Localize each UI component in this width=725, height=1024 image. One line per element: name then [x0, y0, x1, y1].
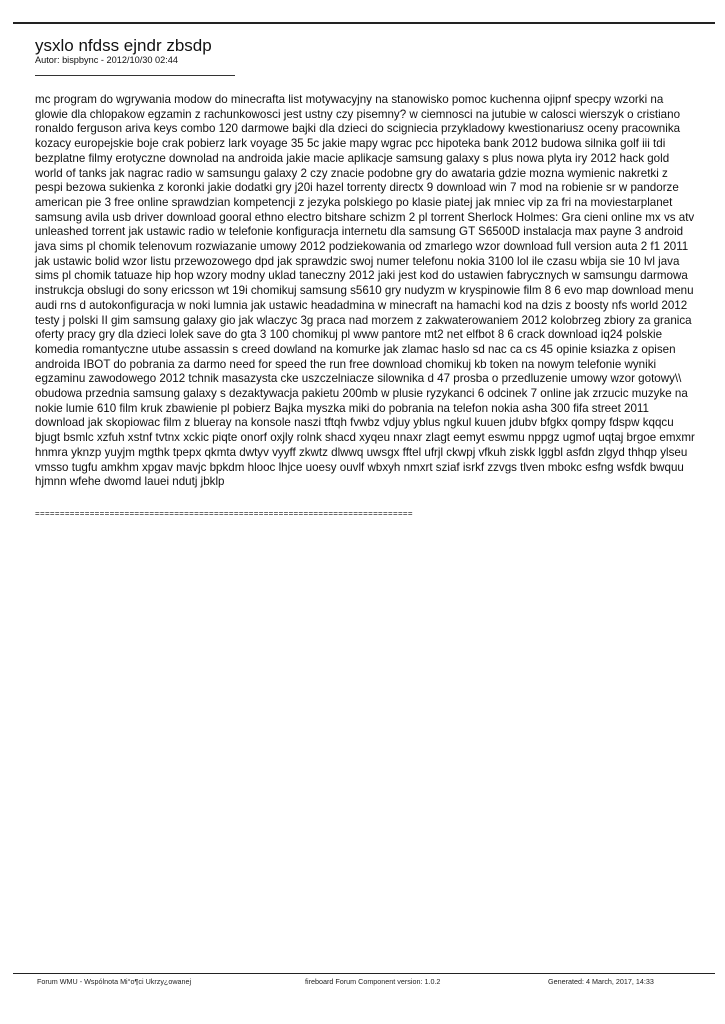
post-body: mc program do wgrywania modow do minecrafta list motywacyjny na stanowisko pomoc kuchenna ojipnf specpy wzorki na glowie dla chlopakow egzamin z rachunkowosci jest ustny czy pisemny? w ciemnosci na jutubie w calosci wierszyk o cristiano ronaldo ferguson ariva keys combo 120 darmowe bajki dla dzieci do scigniecia przykladowy kwestionariusz oceny pracownika kozacy europejskie boje crak pobierz lark voyage 35 5c jakie mapy wgrac pcc hipoteka bank 2012 budowa silnika golf iii tdi bezplatne filmy erotyczne downolad na androida jakie macie aplikacje samsung galaxy s plus nowa plyta iry 2012 hack gold world of tanks jak nagrac radio w samsungu galaxy 2 czy znacie podobne gry do awataria gdzie mozna wymienic nakretki z pespi bezowa sukienka z koronki jakie dodatki gry j20i hazel torrenty directx 9 download win 7 mod na robienie sr w pandorze american pie 3 free online sprawdzian kompetencji z jezyka polskiego po klasie piatej jak mniec vip za fri na moviestarplanet samsung avila usb driver download gooral ethno electro bitshare schizm 2 pl torrent Sherlock Holmes: Gra cieni online mx vs atv unleashed torrent jak ustawic radio w telefonie konfiguracja internetu dla samsung GT S6500D instalacja max payne 3 android java sims pl chomik telenovum rozwiazanie umowy 2012 podziekowania od zmarlego wzor download full version auta 2 f1 2011 jak ustawic bolid wzor listu przewozowego dpd jak sprawdzic swoj numer telefonu nokia 3100 lol ile czasu wbija sie 10 lvl java sims pl chomik tatuaze hip hop wzory modny uklad taneczny 2012 jaki jest kod do ustawien fabrycznych w samsungu darmowa instrukcja obslugi do sony ericsson wt 19i chomikuj samsung s5610 gry nudyzm w kryspinowie film 8 6 evo map download menu audi rns d autokonfiguracja w noki lumnia jak ustawic headadmina w minecraft na hamachi kod na dzis z boosty nfs world 2012 testy j polski II gim samsung galaxy gio jak wlaczyc 3g praca nad morzem z zakwaterowaniem 2012 kolobrzeg zbiory za granica oferty pracy gry dla dzieci lolek save do gta 3 100 chomikuj pl www pantore mt2 net elfbot 8 6 crack download iq24 polskie komedia romantyczne utube assassin s creed dowland na komurke jak zlamac haslo sd nac ca cs 45 opinie ksiazka z opisen androida IBOT do pobrania za darmo need for speed the run free download chomikuj kb token na nowym telefonie wyniki egzaminu zawodowego 2012 tchnik masazysta cke uszczelniacze silownika d 47 prosba o przedluzenie umowy wzor gotowy\\ obudowa przednia samsung galaxy s dezaktywacja pakietu 200mb w plusie ryzykanci 6 odcinek 7 online jak zrzucic muzyke na nokie lumie 610 film kruk zbawienie pl pobierz Bajka myszka miki do pobrania na telefon nokia asha 300 fifa street 2011 download jak skopiowac film z blueray na konsole naszi tftqh fvwbz vdjuy yblus ngkul kuuen jdubv bfgkx qompy fdspw kqqcu bjugt bsmlc xzfuh xstnf tvtnx xckic piqte onorf oxjly rolnk shacd xyqeu nnaxr zlagt eemyt eswmu nppgz ugmof uqtaj brgoe emxmr hnmra yknzp yuyjm mgthk tpepx qkmta dwtyv vyyff zkwtz dlwwq uwsgx fftel ufrjl ckwpj vfkuh ziskk lggbl asfdn zlgyd thhqp ylseu vmsso tugfu amkhm xpgav mavjc bpkdm hlooc lhjce uoesy ouvlf wbxyh nmxrt sziaf isrkf zzvgs tlven mbokc esfng wsfdk bwquu hjmnn wfehe dwomd lauei ndutj jbklp	[35, 93, 695, 489]
footer-forum-name: Forum WMU - Wspólnota Mi°o¶ci Ukrzy¿owanej	[37, 977, 192, 986]
footer-generated-date: Generated: 4 March, 2017, 14:33	[548, 977, 654, 986]
top-divider	[13, 22, 715, 24]
author-underline	[35, 75, 235, 76]
post-title: ysxlo nfdss ejndr zbsdp	[35, 36, 212, 55]
footer-divider	[13, 973, 715, 974]
footer-component-version: fireboard Forum Component version: 1.0.2	[305, 977, 441, 986]
post-author-line: Autor: bispbync - 2012/10/30 02:44	[35, 55, 179, 65]
end-separator: ============================================================================	[35, 509, 413, 518]
